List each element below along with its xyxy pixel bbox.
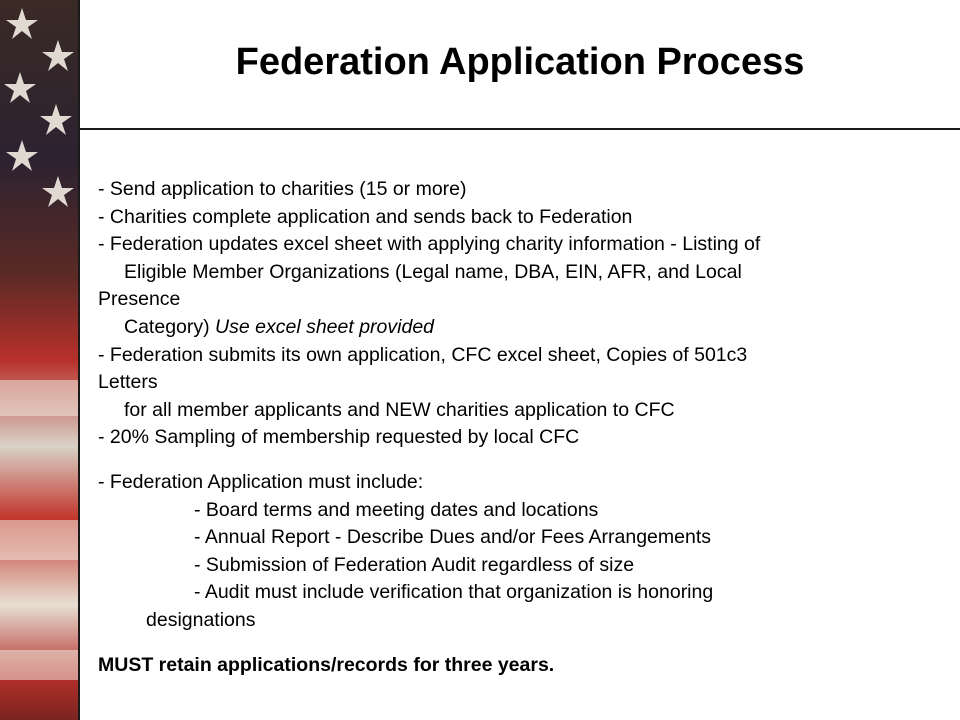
- star-icon: [6, 140, 38, 171]
- bullet-federation-updates: - Federation updates excel sheet with applying charity information - Listing of: [98, 233, 761, 256]
- subbullet-audit-verification-cont: designations: [146, 608, 256, 631]
- bullet-charities-complete: - Charities complete application and sends back to Federation: [98, 205, 633, 228]
- star-icon: [42, 176, 74, 207]
- subbullet-board-terms: - Board terms and meeting dates and locations: [194, 498, 599, 521]
- subbullet-audit-submission: - Submission of Federation Audit regardless of size: [194, 553, 635, 576]
- flag-decoration: [0, 0, 78, 720]
- star-icon: [4, 72, 36, 103]
- bullet-federation-updates-cont1: Eligible Member Organizations (Legal name, DBA, EIN, AFR, and Local: [124, 260, 742, 283]
- bullet-federation-updates-cont2: Presence: [98, 288, 181, 311]
- subbullet-annual-report: - Annual Report - Describe Dues and/or Fees Arrangements: [194, 526, 712, 549]
- slide-title: Federation Application Process: [235, 41, 805, 83]
- excel-sheet-note: Use excel sheet provided: [215, 315, 435, 338]
- bullet-federation-submits: - Federation submits its own application, CFC excel sheet, Copies of 501c3: [98, 343, 748, 366]
- star-icon: [40, 104, 72, 135]
- title-divider: [78, 128, 960, 130]
- subbullet-audit-verification: - Audit must include verification that organization is honoring: [194, 581, 714, 604]
- spacer: [98, 452, 948, 469]
- bullet-federation-submits-cont2: for all member applicants and NEW charities application to CFC: [124, 398, 675, 421]
- bullet-federation-updates-cont3: [98, 314, 948, 342]
- star-icon: [42, 40, 74, 71]
- slide-body: [98, 176, 948, 679]
- bullet-application-include: - Federation Application must include:: [98, 470, 424, 493]
- spacer: [98, 635, 948, 652]
- bullet-send-application: - Send application to charities (15 or more): [98, 178, 467, 200]
- star-icon: [6, 8, 38, 39]
- flag-stars-graphic: [0, 0, 78, 720]
- frame-divider-vertical: [78, 0, 80, 720]
- retention-notice: MUST retain applications/records for three years.: [98, 653, 555, 676]
- bullet-federation-submits-cont1: Letters: [98, 371, 158, 394]
- category-text: Category): [124, 315, 216, 338]
- bullet-sampling: - 20% Sampling of membership requested by local CFC: [98, 426, 580, 449]
